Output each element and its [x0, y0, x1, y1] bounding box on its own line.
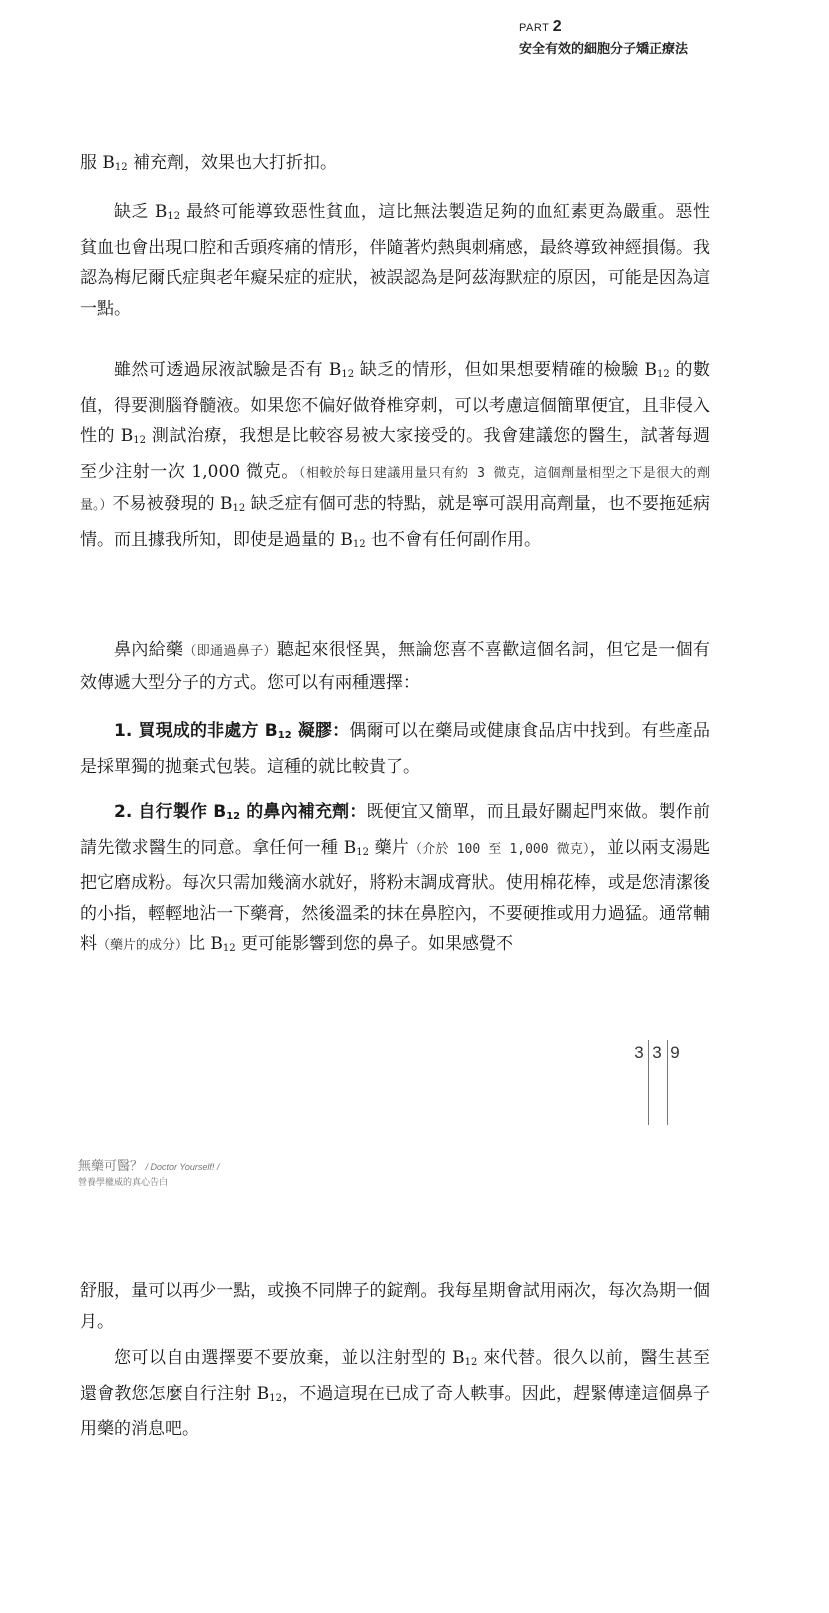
paragraph-2: 缺乏 $B_{12}$ 最終可能導致惡性貧血，這比無法製造足夠的血紅素更為嚴重。惡性貧血也會出現口腔和舌頭疼痛的情形，伴隨著灼熱與刺痛感，最終導致神經損傷。我認為梅尼爾氏症與老年癡呆症的症狀，被誤認為是阿茲海默症的原因，可能是因為這一點。: [80, 202, 710, 319]
paragraph-7: 舒服，量可以再少一點，或換不同牌子的錠劑。我每星期會試用兩次，每次為期一個月。: [80, 1281, 710, 1332]
paragraph-1: 服 $B_{12}$ 補充劑，效果也大打折扣。: [80, 153, 338, 173]
parenthetical-note: （即通過鼻子）: [183, 644, 277, 659]
list-item-1: 1. 買現成的非處方 $B_{12}$ 凝膠：偶爾可以在藥局或健康食品店中找到。有些產品是採單獨的拋棄式包裝。這種的就比較貴了。: [80, 721, 710, 777]
book-subtitle: 營養學權威的真心告白: [78, 1178, 169, 1188]
book-title: 無藥可醫？: [78, 1159, 144, 1174]
parenthetical-note: （藥片的成分）: [97, 938, 189, 953]
part-label: PART 2: [519, 18, 563, 35]
chapter-title: 安全有效的細胞分子矯正療法: [519, 42, 689, 57]
page-number-divider: [648, 1040, 649, 1125]
list-item-heading: 2. 自行製作 $B_{12}$ 的鼻內補充劑：: [114, 802, 367, 822]
parenthetical-note: （介於 100 至 1,000 微克）: [409, 841, 590, 857]
page-number: 3 3 9: [634, 1043, 680, 1062]
paragraph-3: 雖然可透過尿液試驗是否有 $B_{12}$ 缺乏的情形，但如果想要精確的檢驗 $B_{12}$ 的數值，得要測腦脊髓液。如果您不偏好做脊椎穿刺，可以考慮這個簡單便宜，且非侵入性的 $B_{12}$ 測試治療，我想是比較容易被大家接受的。我會建議您的醫生，試著每週至少注射一次 1,000 微克。（相較於每日建議用量只有約 3 微克，這個劑量相型之下是很大的劑量。）不易被發現的 $B_{12}$ 缺乏症有個可悲的特點，就是寧可誤用高劑量，也不要拖延病情。而且據我所知，即使是過量的 $B_{12}$ 也不會有任何副作用。: [80, 360, 710, 550]
list-item-heading: 1. 買現成的非處方 $B_{12}$ 凝膠：: [114, 721, 350, 741]
running-header: [519, 18, 719, 57]
book-title-english: / Doctor Yourself! /: [143, 1162, 220, 1172]
parenthetical-note: （相較於每日建議用量只有約 3 微克，這個劑量相型之下是很大的劑量。）: [80, 465, 710, 513]
running-footer: [78, 1155, 219, 1188]
paragraph-4: 鼻內給藥（即通過鼻子）聽起來很怪異，無論您喜不喜歡這個名詞，但它是一個有效傳遞大型分子的方式。您可以有兩種選擇：: [80, 640, 710, 693]
part-number: 2: [552, 18, 563, 35]
list-item-2: 2. 自行製作 $B_{12}$ 的鼻內補充劑：既便宜又簡單，而且最好關起門來做。製作前請先徵求醫生的同意。拿任何一種 $B_{12}$ 藥片（介於 100 至 1,000 微克），並以兩支湯匙把它磨成粉。每次只需加幾滴水就好，將粉末調成膏狀。使用棉花棒，或是您清潔後的小指，輕輕地沾一下藥膏，然後溫柔的抹在鼻腔內，不要硬推或用力過猛。通常輔料（藥片的成分）比 $B_{12}$ 更可能影響到您的鼻子。如果感覺不: [80, 802, 711, 954]
paragraph-8: 您可以自由選擇要不要放棄，並以注射型的 $B_{12}$ 來代替。很久以前，醫生甚至還會教您怎麼自行注射 $B_{12}$，不過這現在已成了奇人軼事。因此，趕緊傳達這個鼻子用藥的消息吧。: [80, 1348, 711, 1439]
page-number-divider: [667, 1040, 668, 1125]
